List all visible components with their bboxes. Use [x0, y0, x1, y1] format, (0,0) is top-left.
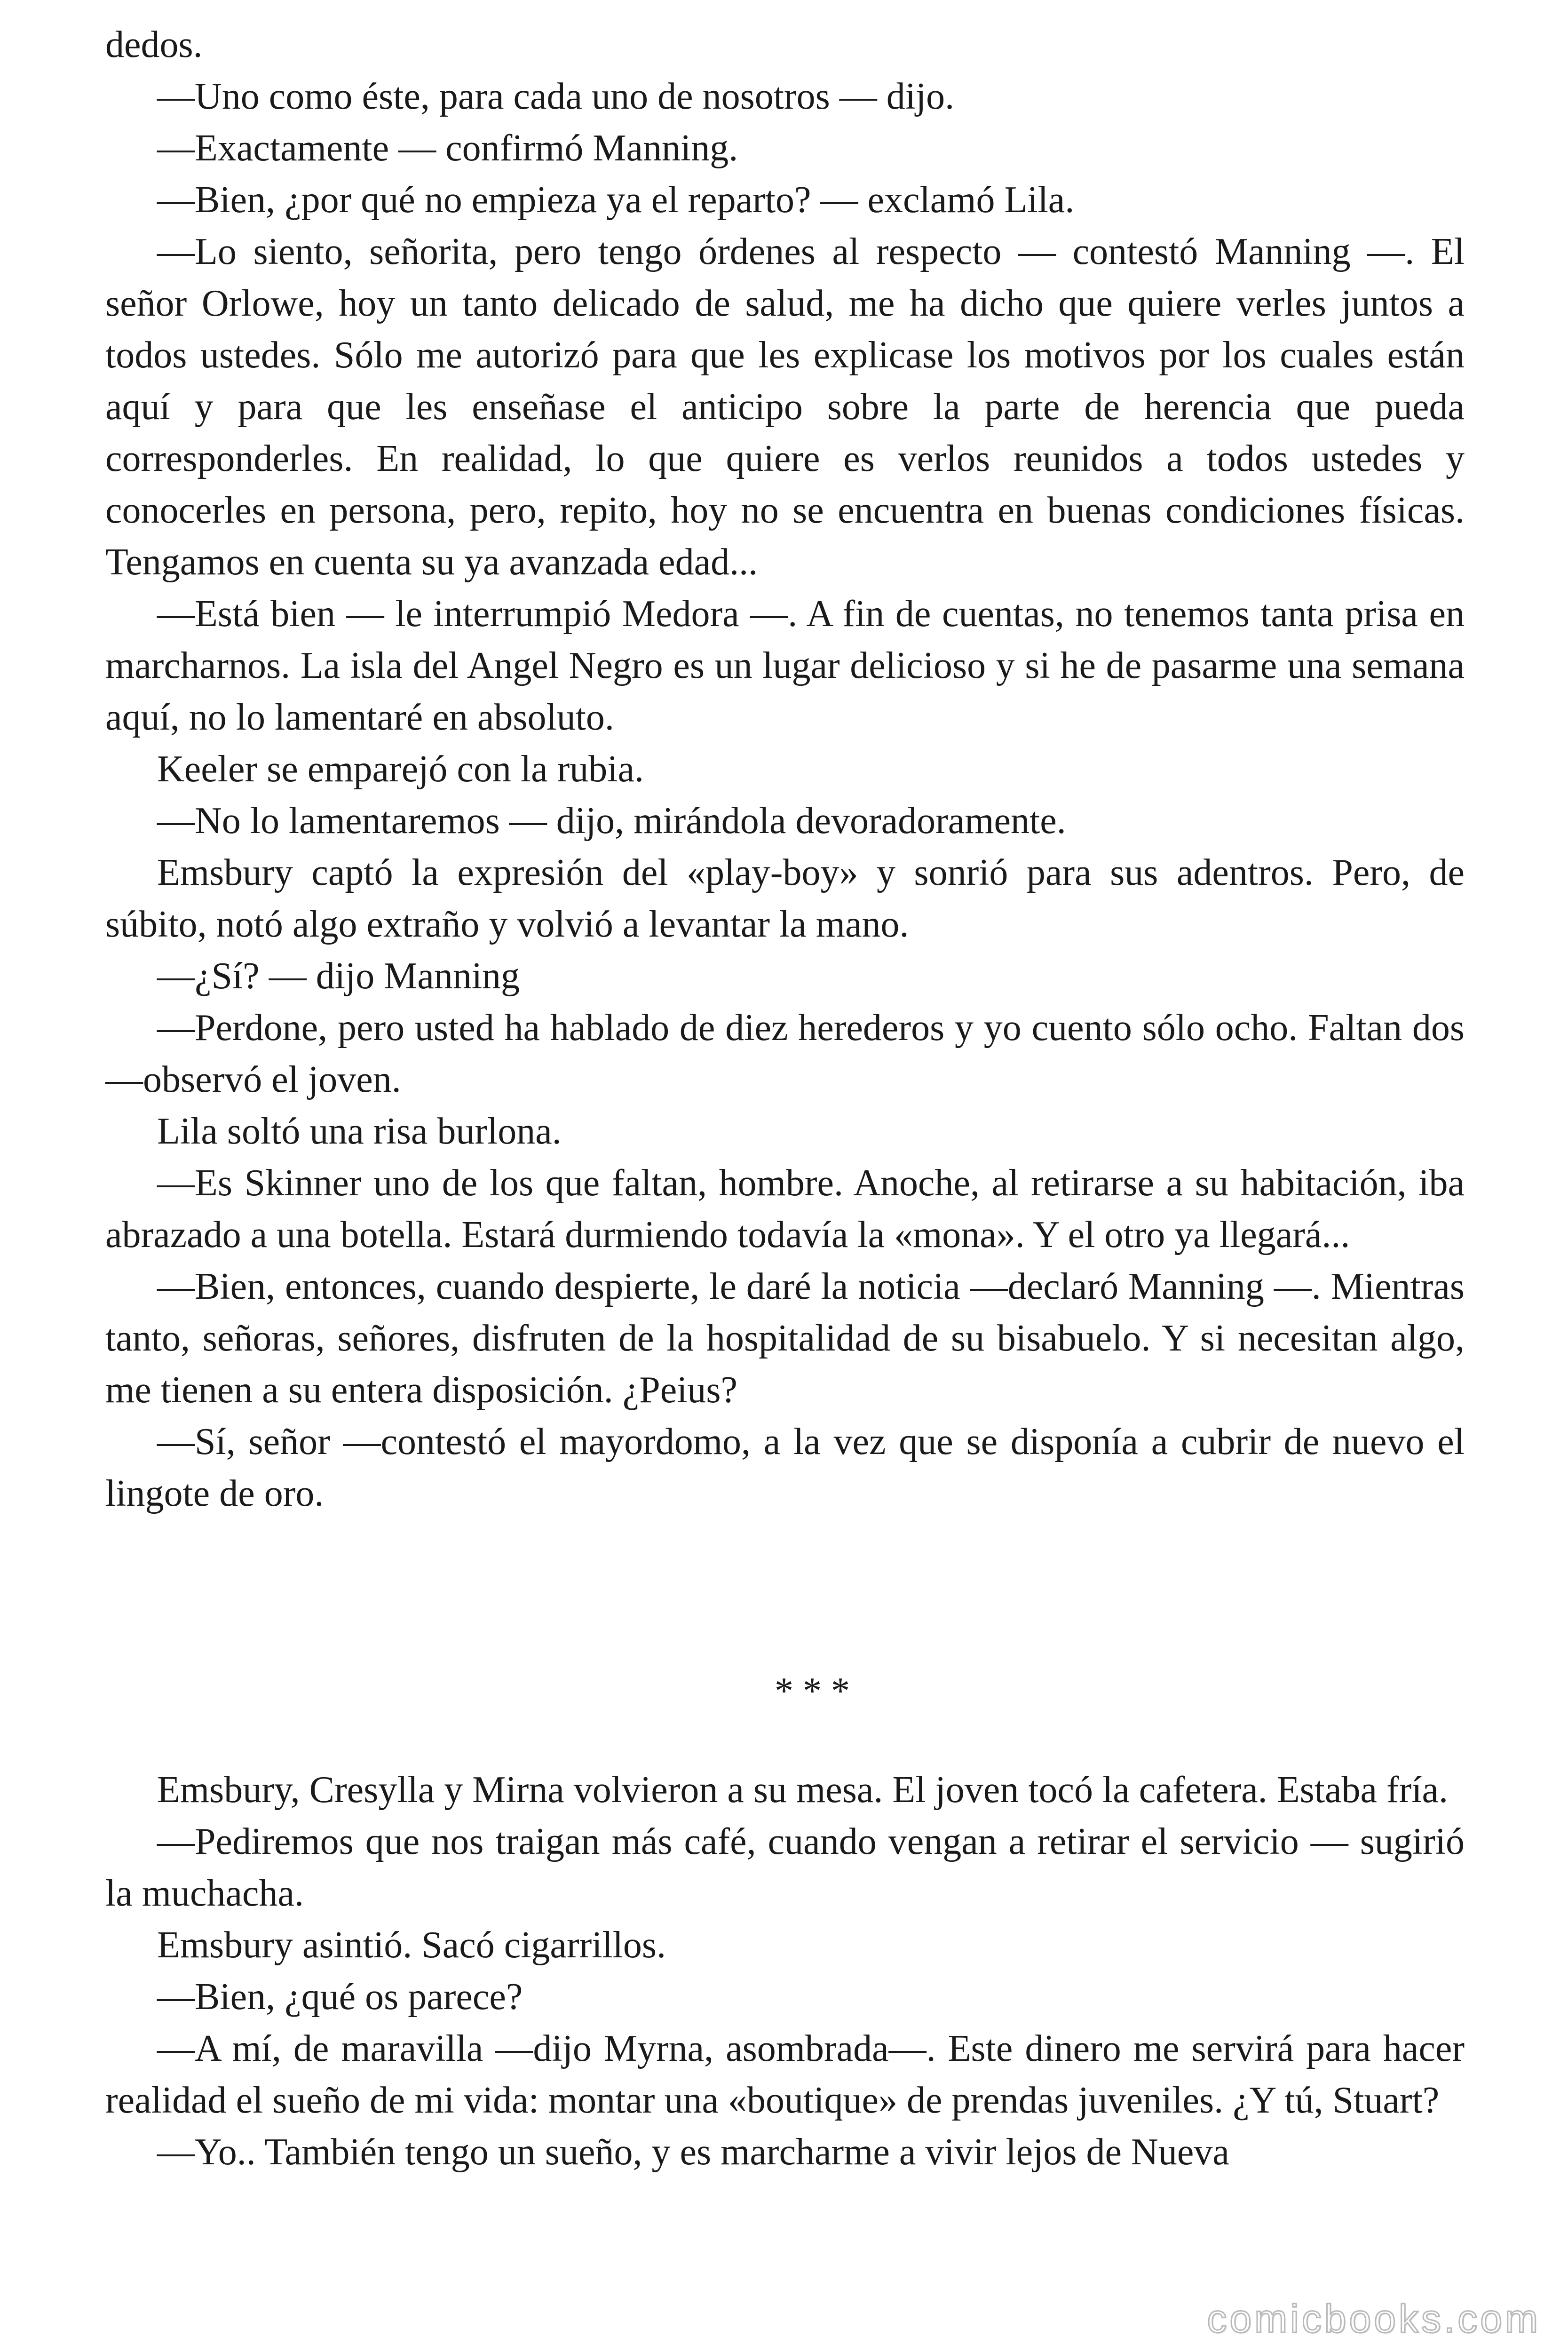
paragraph: —Bien, ¿por qué no empieza ya el reparto? — exclamó Lila. [157, 179, 1075, 221]
paragraph: —Uno como éste, para cada uno de nosotros — dijo. [157, 76, 955, 117]
paragraph: Lila soltó una risa burlona. [157, 1111, 562, 1152]
paragraph: —Bien, entonces, cuando despierte, le daré la noticia —declaró Manning —. Mientras tanto, señoras, señores, disfruten de la hospitalidad de su bisabuelo. Y si necesitan algo, me tienen a su entera disposición. ¿Peius? [105, 1266, 1465, 1411]
paragraph: dedos. [105, 24, 203, 65]
paragraph: —¿Sí? — dijo Manning [157, 955, 520, 997]
paragraph: —Es Skinner uno de los que faltan, hombre. Anoche, al retirarse a su habitación, iba abrazado a una botella. Estará durmiendo todavía la «mona». Y el otro ya llegará... [105, 1162, 1465, 1255]
watermark: comicbooks.com [1207, 2296, 1541, 2341]
paragraph: —Está bien — le interrumpió Medora —. A fin de cuentas, no tenemos tanta prisa en marcharnos. La isla del Angel Negro es un lugar delicioso y si he de pasarme una semana aquí, no lo lamentaré en absoluto. [105, 593, 1465, 738]
paragraph: Emsbury asintió. Sacó cigarrillos. [157, 1924, 666, 1966]
paragraph: —Exactamente — confirmó Manning. [157, 127, 738, 169]
paragraph: Emsbury, Cresylla y Mirna volvieron a su mesa. El joven tocó la cafetera. Estaba fría. [157, 1769, 1448, 1811]
paragraph: —Perdone, pero usted ha hablado de diez herederos y yo cuento sólo ocho. Faltan dos—observó el joven. [105, 1007, 1465, 1100]
paragraph: —Lo siento, señorita, pero tengo órdenes al respecto — contestó Manning —. El señor Orlowe, hoy un tanto delicado de salud, me ha dicho que quiere verles juntos a todos ustedes. Sólo me autorizó para que les explicase los motivos por los cuales están aquí y para que les enseñase el anticipo sobre la parte de herencia que pueda corresponderles. En realidad, lo que quiere es verlos reunidos a todos ustedes y conocerles en persona, pero, repito, hoy no se encuentra en buenas condiciones físicas. Tengamos en cuenta su ya avanzada edad... [105, 231, 1465, 583]
text-section-1 [105, 19, 1465, 1519]
paragraph: —A mí, de maravilla —dijo Myrna, asombrada—. Este dinero me servirá para hacer realidad el sueño de mi vida: montar una «boutique» de prendas juveniles. ¿Y tú, Stuart? [105, 2028, 1465, 2121]
paragraph: Emsbury captó la expresión del «play-boy» y sonrió para sus adentros. Pero, de súbito, notó algo extraño y volvió a levantar la mano. [105, 852, 1465, 945]
scene-break-separator: * * * [775, 1670, 850, 1712]
paragraph: Keeler se emparejó con la rubia. [157, 748, 644, 790]
paragraph: —No lo lamentaremos — dijo, mirándola devoradoramente. [157, 800, 1066, 842]
paragraph: —Pediremos que nos traigan más café, cuando vengan a retirar el servicio — sugirió la muchacha. [105, 1821, 1465, 1914]
paragraph: —Sí, señor —contestó el mayordomo, a la vez que se disponía a cubrir de nuevo el lingote de oro. [105, 1421, 1465, 1514]
paragraph: —Bien, ¿qué os parece? [157, 1976, 523, 2018]
paragraph: —Yo.. También tengo un sueño, y es marcharme a vivir lejos de Nueva [157, 2131, 1229, 2173]
text-section-2 [105, 1764, 1465, 2178]
